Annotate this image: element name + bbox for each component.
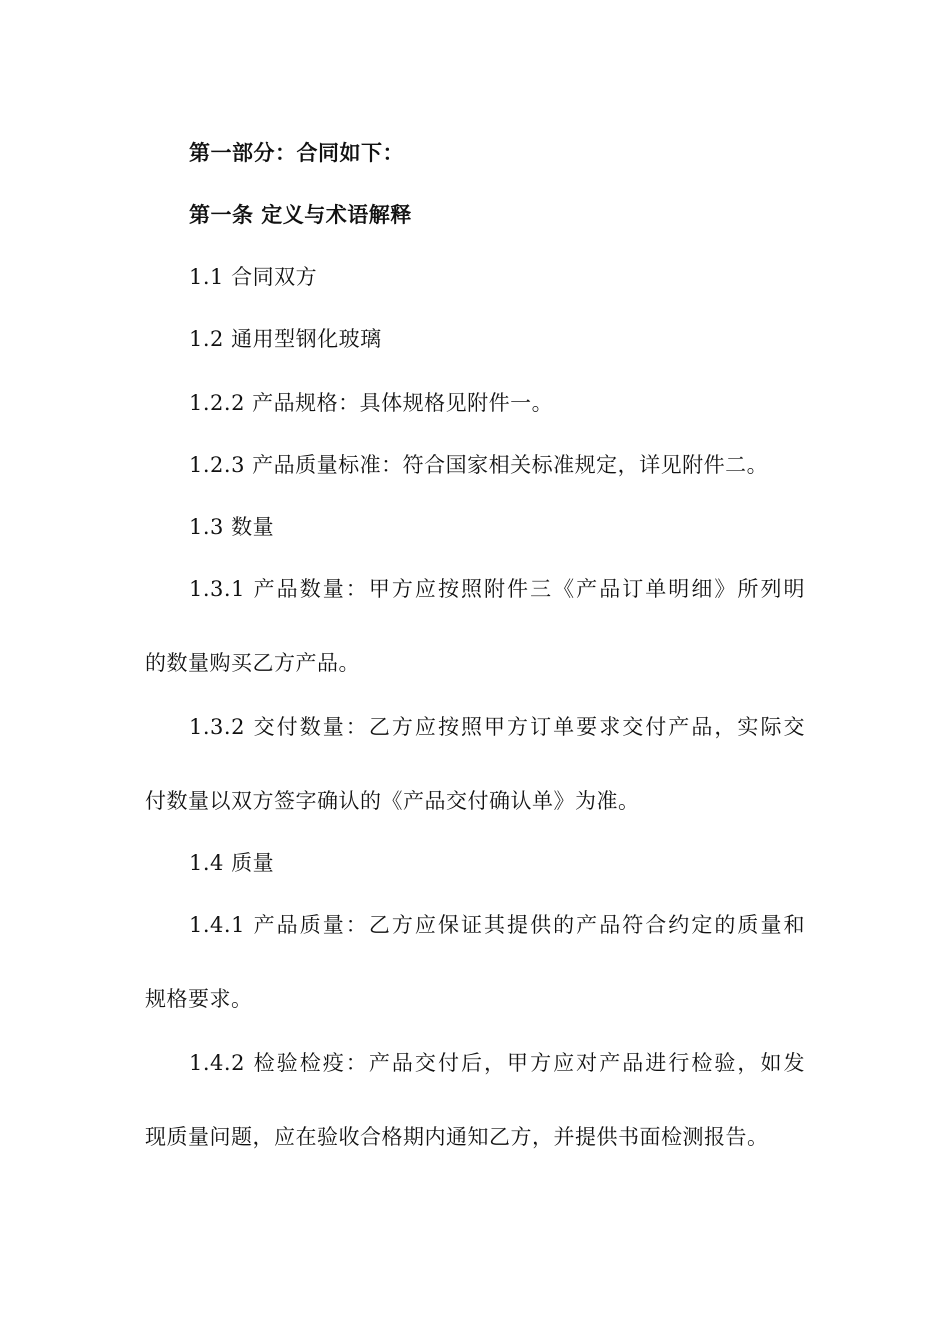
clause-1-3-1-line-2: 的数量购买乙方产品。 [145,651,360,675]
clause-1-4-2-line-1: 1.4.2 检验检疫：产品交付后，甲方应对产品进行检验，如发 [189,1051,805,1075]
clause-1-3: 1.3 数量 [189,515,275,539]
part-heading: 第一部分：合同如下： [189,141,404,165]
clause-1-4: 1.4 质量 [189,851,275,875]
clause-1-4-1-line-1: 1.4.1 产品质量：乙方应保证其提供的产品符合约定的质量和 [189,913,805,937]
clause-1-3-2-line-2: 付数量以双方签字确认的《产品交付确认单》为准。 [145,789,640,813]
clause-1-3-2-line-1: 1.3.2 交付数量：乙方应按照甲方订单要求交付产品，实际交 [189,715,805,739]
article-heading: 第一条 定义与术语解释 [189,203,412,227]
clause-1-1: 1.1 合同双方 [189,265,318,289]
clause-1-4-1-line-2: 规格要求。 [145,987,253,1011]
clause-1-3-1-line-1: 1.3.1 产品数量：甲方应按照附件三《产品订单明细》所列明 [189,577,805,601]
clause-1-4-2-line-2: 现质量问题，应在验收合格期内通知乙方，并提供书面检测报告。 [145,1125,769,1149]
clause-1-2: 1.2 通用型钢化玻璃 [189,327,382,351]
clause-1-2-2: 1.2.2 产品规格：具体规格见附件一。 [189,391,554,415]
clause-1-2-3: 1.2.3 产品质量标准：符合国家相关标准规定，详见附件二。 [189,453,769,477]
